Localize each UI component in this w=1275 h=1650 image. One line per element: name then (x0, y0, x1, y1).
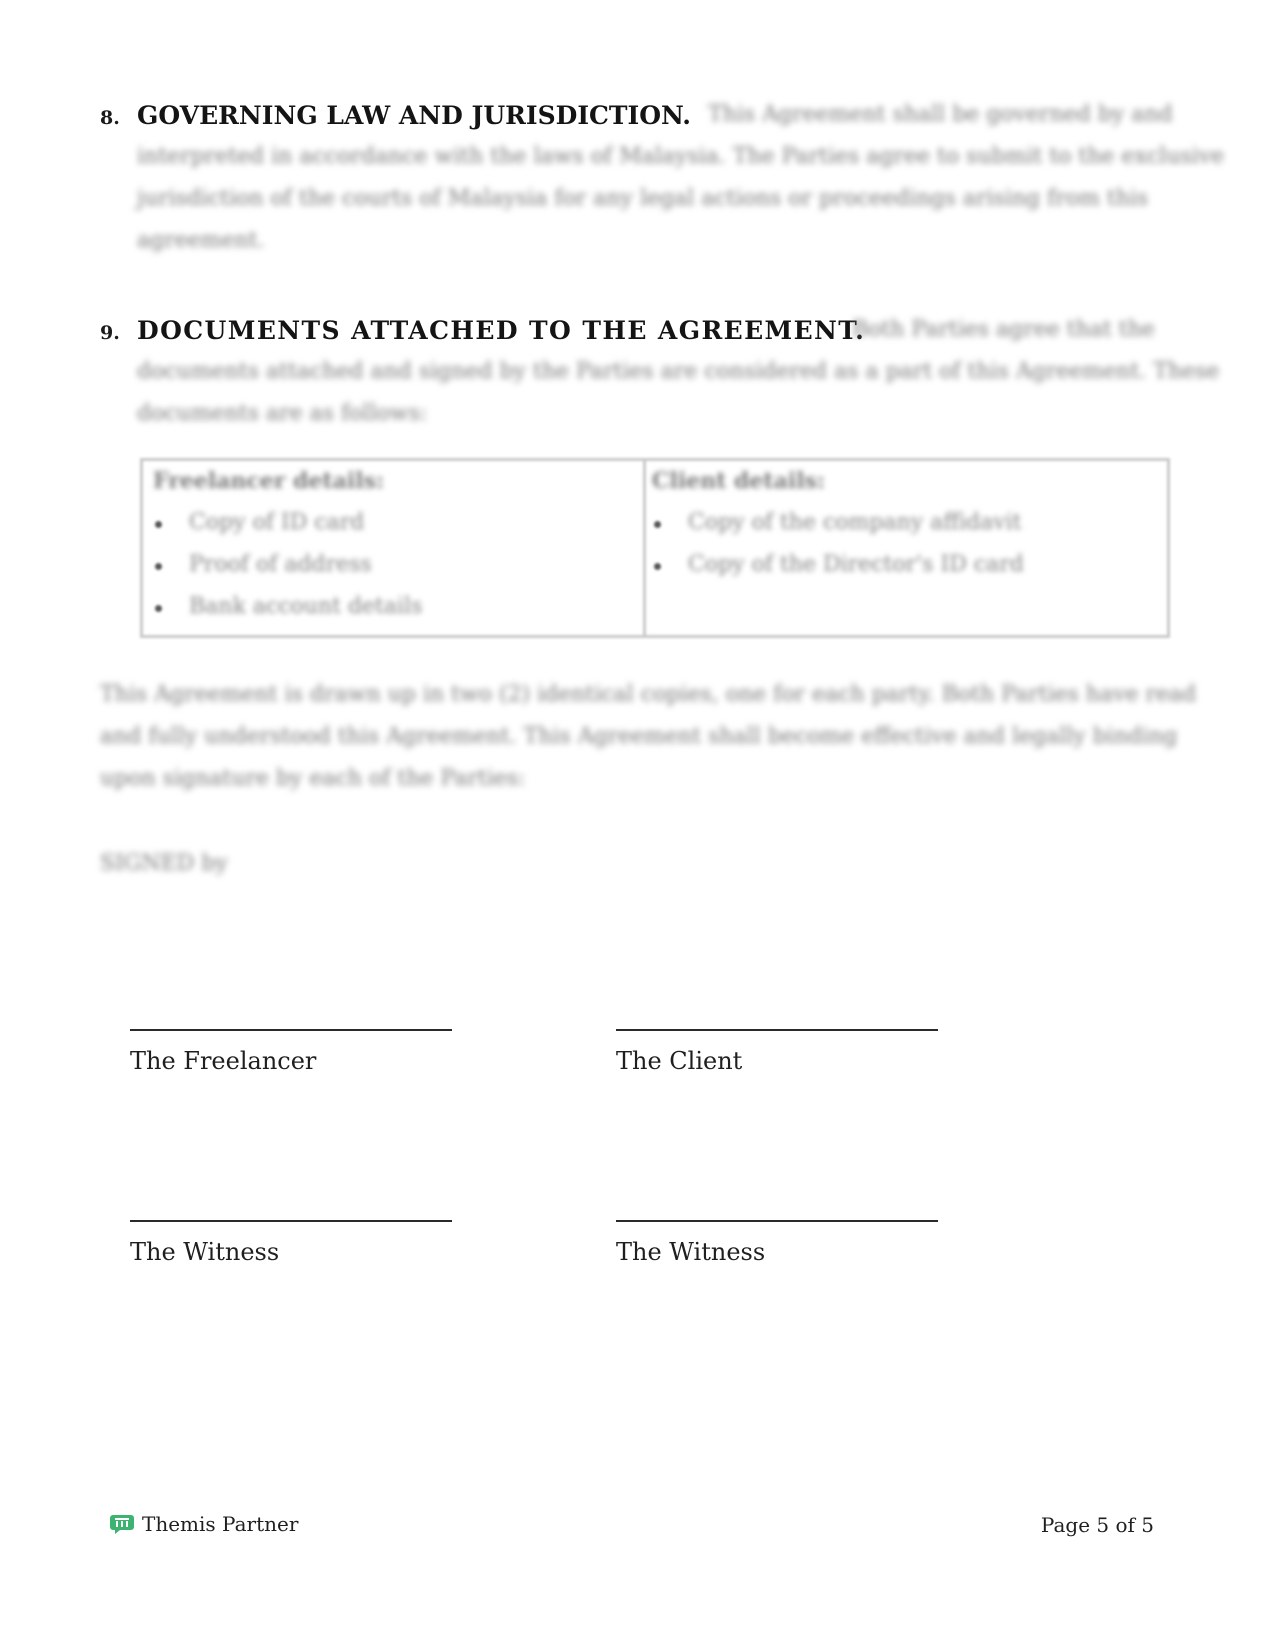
freelancer-document-item: Copy of ID card (189, 510, 365, 535)
section-governing-law (100, 98, 1225, 268)
closing-line: upon signature by each of the Parties: (100, 766, 526, 791)
section-body-line: documents attached and signed by the Parties are considered as a part of this Agreement. These (137, 359, 1220, 384)
section-body-line: interpreted in accordance with the laws of Malaysia. The Parties agree to submit to the exclusive (137, 144, 1225, 169)
witness-right-signature-label: The Witness (616, 1238, 766, 1266)
client-document-item: Copy of the company affidavit (688, 510, 1022, 535)
freelancer-document-item: Proof of address (189, 552, 372, 577)
section-body-line: agreement. (137, 228, 265, 253)
footer-brand-name: Themis Partner (142, 1512, 299, 1536)
section-heading: GOVERNING LAW AND JURISDICTION. (137, 101, 691, 130)
freelancer-signature-label: The Freelancer (130, 1047, 317, 1075)
themis-logo-icon (110, 1513, 136, 1535)
section-body-line: documents are as follows: (137, 401, 428, 426)
client-signature-line (616, 1029, 938, 1031)
section-body-line: Both Parties agree that the (852, 317, 1155, 342)
bullet-icon (155, 605, 162, 612)
closing-line: and fully understood this Agreement. This Agreement shall become effective and legally binding (100, 724, 1178, 749)
freelancer-document-item: Bank account details (189, 594, 423, 619)
witness-left-signature-label: The Witness (130, 1238, 280, 1266)
client-details-title: Client details: (652, 468, 826, 494)
section-number: 9. (100, 322, 120, 344)
client-document-item: Copy of the Director's ID card (688, 552, 1024, 577)
bullet-icon (155, 521, 162, 528)
witness-right-signature-line (616, 1220, 938, 1222)
page-number: Page 5 of 5 (1040, 1513, 1154, 1537)
freelancer-signature-line (130, 1029, 452, 1031)
bullet-icon (654, 563, 661, 570)
client-signature-label: The Client (616, 1047, 743, 1075)
witness-left-signature-line (130, 1220, 452, 1222)
table-divider (643, 461, 646, 635)
bullet-icon (654, 521, 661, 528)
section-body-line: jurisdiction of the courts of Malaysia for any legal actions or proceedings arising from this (137, 186, 1149, 211)
closing-line: This Agreement is drawn up in two (2) identical copies, one for each party. Both Parties have read (100, 682, 1197, 707)
bullet-icon (155, 563, 162, 570)
section-heading: DOCUMENTS ATTACHED TO THE AGREEMENT. (137, 316, 866, 345)
section-documents-attached (100, 313, 1220, 443)
section-number: 8. (100, 107, 120, 129)
footer-brand (110, 1512, 298, 1536)
signed-by-label: SIGNED by (100, 851, 228, 876)
section-body-line: This Agreement shall be governed by and (708, 102, 1173, 127)
freelancer-details-title: Freelancer details: (153, 468, 385, 494)
